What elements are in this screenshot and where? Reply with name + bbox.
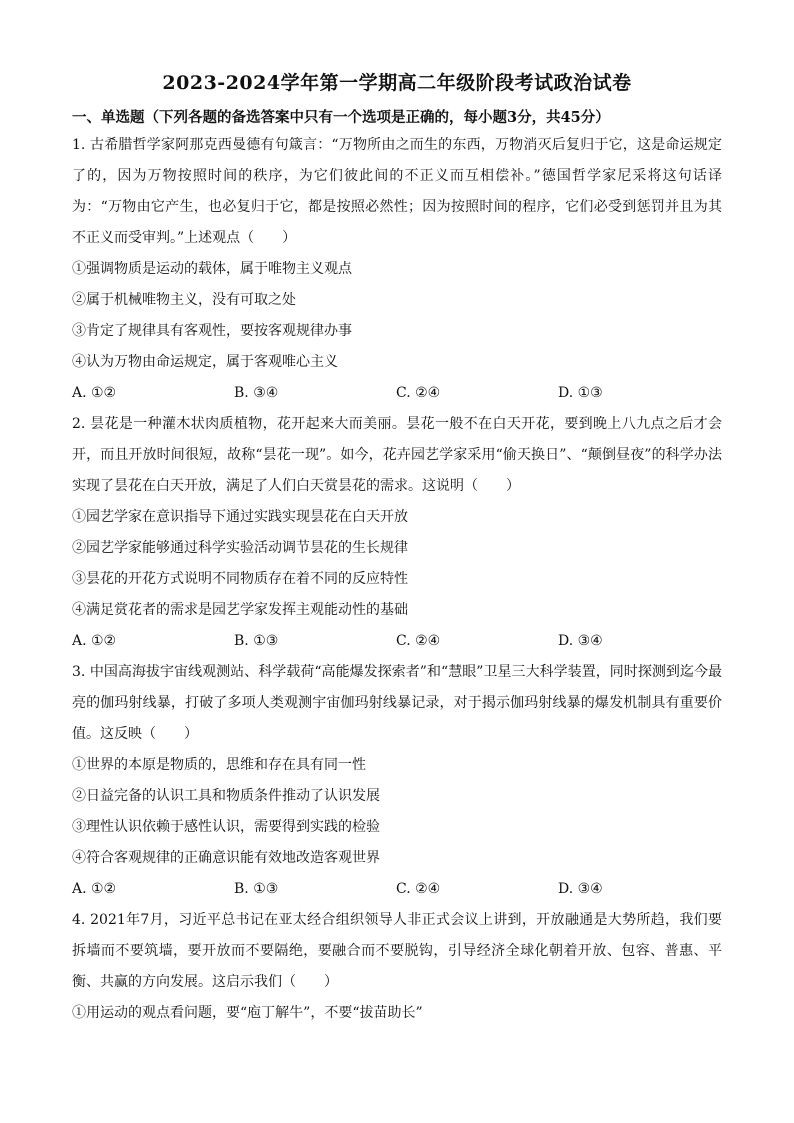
statement-option: ④认为万物由命运规定，属于客观唯心主义	[72, 354, 338, 370]
choice-c: C. ②④	[396, 633, 441, 649]
answer-choices	[72, 626, 722, 657]
question-4	[72, 905, 722, 1029]
statement-option: ④符合客观规律的正确意识能有效地改造客观世界	[72, 850, 380, 866]
choice-b: B. ③④	[234, 385, 279, 401]
answer-choices	[72, 874, 722, 905]
statement-option: ④满足赏花者的需求是园艺学家发挥主观能动性的基础	[72, 602, 408, 618]
statement-option: ③理性认识依赖于感性认识，需要得到实践的检验	[72, 819, 380, 835]
statement-option: ③肯定了规律具有客观性，要按客观规律办事	[72, 323, 352, 339]
question-stem: 4. 2021年7月，习近平总书记在亚太经合组织领导人非正式会议上讲到，开放融通是大势所趋，我们要拆墙而不要筑墙，要开放而不要隔绝，要融合而不要脱钩，引导经济全球化朝着开放、包容、普惠、平衡、共赢的方向发展。这启示我们（ ）	[72, 912, 722, 990]
statement-option: ②属于机械唯物主义，没有可取之处	[72, 292, 296, 308]
section-heading: 一、单选题（下列各题的备选答案中只有一个选项是正确的，每小题3分，共45分）	[72, 109, 610, 126]
statement-option: ②日益完备的认识工具和物质条件推动了认识发展	[72, 788, 380, 804]
questions-list	[72, 130, 722, 1029]
question-2	[72, 409, 722, 657]
question-stem: 3. 中国高海拔宇宙线观测站、科学载荷“高能爆发探索者”和“慧眼”卫星三大科学装置，同时探测到迄今最亮的伽玛射线暴，打破了多项人类观测宇宙伽玛射线暴记录，对于揭示伽玛射线暴的爆发机制具有重要价值。这反映（ ）	[72, 664, 722, 742]
choice-c: C. ②④	[396, 385, 441, 401]
choice-c: C. ②④	[396, 881, 441, 897]
question-1	[72, 130, 722, 409]
statement-option: ①用运动的观点看问题，要“庖丁解牛”，不要“拔苗助长”	[72, 1005, 423, 1021]
question-stem: 1. 古希腊哲学家阿那克西曼德有句箴言：“万物所由之而生的东西，万物消灭后复归于它，这是命运规定了的，因为万物按照时间的秩序，为它们彼此间的不正义而互相偿补。”德国哲学家尼采将这句话译为：“万物由它产生，也必复归于它，都是按照必然性；因为按照时间的程序，它们必受到惩罚并且为其不正义而受审判。”上述观点（ ）	[72, 137, 722, 246]
choice-b: B. ①③	[234, 881, 279, 897]
statement-option: ①世界的本原是物质的，思维和存在具有同一性	[72, 757, 366, 773]
choice-a: A. ①②	[72, 633, 117, 649]
statement-option: ①园艺学家在意识指导下通过实践实现昙花在白天开放	[72, 509, 408, 525]
choice-d: D. ③④	[558, 881, 603, 897]
statement-option: ③昙花的开花方式说明不同物质存在着不同的反应特性	[72, 571, 408, 587]
choice-a: A. ①②	[72, 881, 117, 897]
choice-d: D. ③④	[558, 633, 603, 649]
choice-a: A. ①②	[72, 385, 117, 401]
question-3	[72, 657, 722, 905]
choice-b: B. ①③	[234, 633, 279, 649]
statement-option: ②园艺学家能够通过科学实验活动调节昙花的生长规律	[72, 540, 408, 556]
answer-choices	[72, 378, 722, 409]
question-stem: 2. 昙花是一种灌木状肉质植物，花开起来大而美丽。昙花一般不在白天开花，要到晚上八九点之后才会开，而且开放时间很短，故称“昙花一现”。如今，花卉园艺学家采用“偷天换日”、“颠倒昼夜”的科学办法实现了昙花在白天开放，满足了人们白天赏昙花的需求。这说明（ ）	[72, 416, 722, 494]
statement-option: ①强调物质是运动的载体，属于唯物主义观点	[72, 261, 352, 277]
choice-d: D. ①③	[558, 385, 603, 401]
exam-title: 2023-2024学年第一学期高二年级阶段考试政治试卷	[162, 72, 632, 94]
